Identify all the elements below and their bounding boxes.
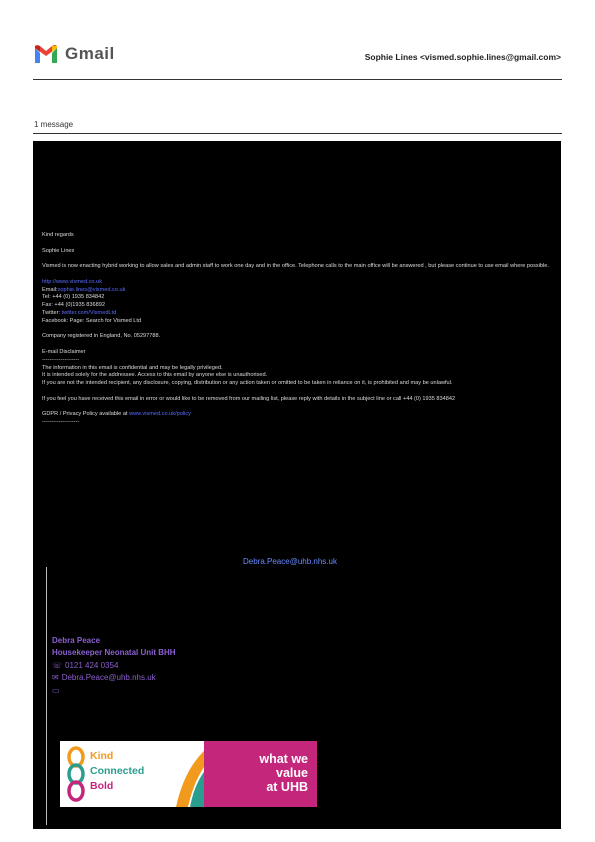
- gdpr-label: GDPR / Privacy Policy available at: [42, 411, 128, 418]
- telephone: Tel: +44 (0) 1935 834842: [42, 294, 105, 301]
- reply-email[interactable]: Debra.Peace@uhb.nhs.uk: [61, 673, 156, 683]
- message-count: 1 message: [34, 120, 74, 129]
- header-divider: [33, 79, 562, 80]
- phone-icon: ☏: [52, 660, 63, 670]
- disclaimer-line-3: If you are not the intended recipient, any disclosure, copying, distribution or any action taken or omitted to be taken in reliance on it, is prohibited and may be unlawful.: [42, 380, 453, 387]
- value-bold: Bold: [90, 780, 114, 792]
- reply-name: Debra Peace: [52, 636, 101, 645]
- sender-signature: [42, 232, 552, 427]
- values-line-1: what we: [259, 752, 308, 766]
- values-words: [90, 749, 144, 794]
- message-body: [33, 141, 561, 829]
- mail-icon: ✉: [52, 673, 59, 683]
- uhb-values-banner: [60, 741, 317, 807]
- value-connected: Connected: [90, 765, 145, 777]
- disclaimer-line-2: It is intended solely for the addressee. Access to this email by anyone else is unauthorised.: [42, 372, 268, 379]
- greeting: Kind regards: [42, 232, 74, 238]
- gmail-m-icon: [33, 44, 59, 64]
- values-line-3: at UHB: [266, 780, 308, 794]
- values-line-2: value: [276, 766, 308, 780]
- email-label: Email:: [42, 286, 58, 293]
- gdpr-divider: --------------------: [42, 419, 80, 426]
- reply-email-link[interactable]: Debra.Peace@uhb.nhs.uk: [243, 557, 337, 566]
- website-link[interactable]: http://www.vismed.co.uk: [42, 278, 102, 285]
- fax: Fax: +44 (0)1935 836892: [42, 302, 105, 309]
- disclaimer-line-1: The information in this email is confidential and may be legally privileged.: [42, 364, 223, 371]
- reply-role: Housekeeper Neonatal Unit BHH: [52, 648, 176, 658]
- facebook: Facebook: Page: Search for Vismed Ltd: [42, 317, 142, 324]
- reply-signature: [52, 635, 176, 697]
- twitter-link[interactable]: twitter.com/VismedLtd: [61, 309, 117, 316]
- disclaimer-title: E-mail Disclaimer: [42, 348, 86, 355]
- sender-header: Sophie Lines <vismed.sophie.lines@gmail.com>: [364, 52, 561, 62]
- thread-divider: [33, 133, 562, 134]
- gdpr-link[interactable]: www.vismed.co.uk/policy: [129, 411, 191, 418]
- gmail-logo[interactable]: [33, 44, 115, 64]
- banner-left: [60, 741, 204, 807]
- quote-bar: [46, 567, 47, 825]
- hybrid-notice: Vismed is now enacting hybrid working to allow sales and admin staff to work one day and in the office. Telephone calls to the main office will be answered , but please continue to use email where possible.: [42, 263, 549, 270]
- laptop-icon: ▭: [52, 685, 60, 695]
- company-registration: Company registered in England, No. 05297788.: [42, 333, 161, 340]
- reply-phone: 0121 424 0354: [65, 660, 119, 670]
- disclaimer-line-4: If you feel you have received this email in error or would like to be removed from our mailing list, please reply with details in the subject line or call +44 (0) 1935 834842: [42, 395, 456, 402]
- value-kind: Kind: [90, 750, 114, 762]
- sender-email-link[interactable]: sophie.lines@vismed.co.uk: [57, 286, 126, 293]
- disclaimer-divider: --------------------: [42, 356, 80, 363]
- twitter-label: Twitter:: [42, 309, 61, 316]
- gmail-wordmark: Gmail: [65, 44, 115, 63]
- signature-name: Sophie Lines: [42, 247, 75, 254]
- values-heading: [238, 752, 308, 794]
